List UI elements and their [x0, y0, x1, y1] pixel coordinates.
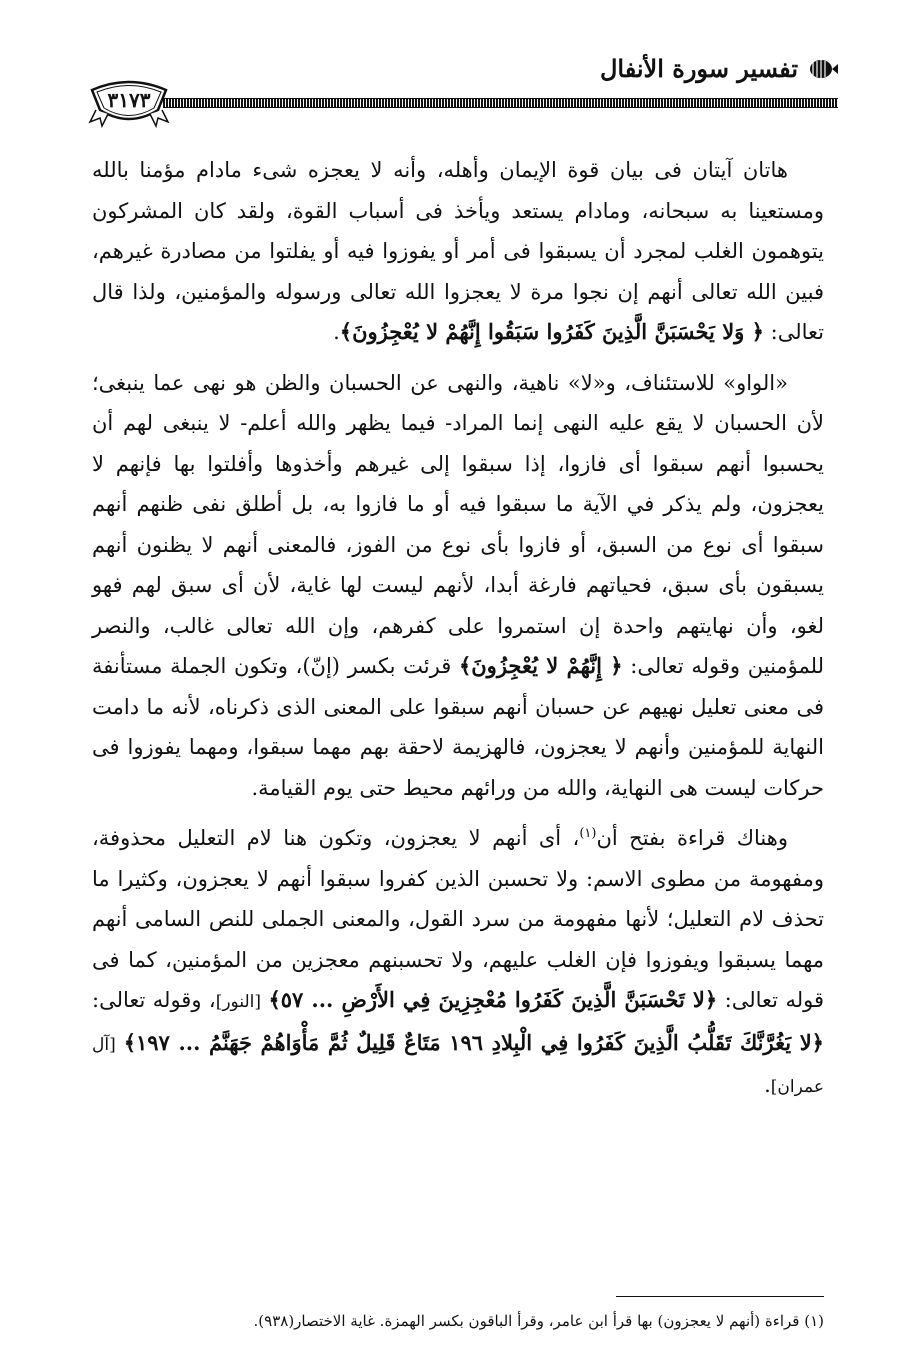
text-run: قرئت بكسر (إنّ)، وتكون الجملة مستأنفة فى معنى تعليل نهيهم عن حسبان أنهم سبقوا على المعنى الذى ذكرناه، لأنه ما دامت النهاية للمؤمنين وأنهم لا يعجزون، فالهزيمة لاحقة بهم مهما سبقوا، ومهما يفوزوا فى حركات ليست هى النهاية، والله من ورائهم محيط حتى يوم القيامة.: [92, 654, 824, 800]
surah-reference: [آل عمران]: [92, 1034, 824, 1097]
paragraph-3: [92, 818, 824, 1108]
quran-quote: ﴿لا يَغُرَّنَّكَ تَقَلُّبُ الَّذِينَ كَفَرُوا فِي الْبِلادِ ١٩٦ مَتَاعٌ قَلِيلٌ ثُمَّ مَأْوَاهُمْ جَهَنَّمُ ... ١٩٧﴾: [123, 1029, 824, 1055]
text-run: ، وقوله تعالى:: [92, 988, 216, 1012]
quran-quote: ﴿لا تَحْسَبَنَّ الَّذِينَ كَفَرُوا مُعْجِزِينَ فِي الأَرْضِ ... ٥٧﴾: [268, 987, 718, 1012]
quran-quote: ﴿ إِنَّهُمْ لا يُعْجِزُونَ﴾: [458, 653, 623, 678]
footnote-divider: [616, 1296, 824, 1297]
text-run: هاتان آيتان فى بيان قوة الإيمان وأهله، وأنه لا يعجزه شىء مادام مؤمنا بالله ومستعينا به سبحانه، ومادام يستعد ويأخذ فى أسباب القوة، ولقد كان المشركون يتوهمون الغلب لمجرد أن يسبقوا فى أمر أو يفوزوا فيه أو يفلتوا من مصادرة غيرهم، فبين الله تعالى أنهم إن نجوا مرة لا يعجزوا الله تعالى ورسوله والمؤمنين، ولذا قال تعالى:: [92, 158, 824, 344]
text-run: ، أى أنهم لا يعجزون، وتكون هنا لام التعليل محذوفة، ومفهومة من مطوى الاسم: ولا تحسبن الذين كفروا سبقوا أنهم لا يعجزون، وكثيرا ما تحذف لام التعليل؛ لأنها مفهومة من سرد القول، والمعنى الجملى للنص السامى أنهم مهما يسبقوا ويفوزوا فإن الغلب عليهم، ولا تحسبنهم معجزين من المؤمنين، كما فى قوله تعالى:: [92, 826, 824, 1012]
paragraph-1: [92, 150, 824, 353]
body-text: [92, 150, 824, 1108]
header-title: تفسير سورة الأنفال: [599, 54, 798, 83]
footnote: (١) قراءة (أنهم لا يعجزون) بها قرأ ابن عامر، وقرأ الباقون بكسر الهمزة. غاية الاختصار(٩٣٨).: [253, 1312, 824, 1330]
quran-quote: ﴿ وَلا يَحْسَبَنَّ الَّذِينَ كَفَرُوا سَبَقُوا إِنَّهُمْ لا يُعْجِزُونَ﴾: [339, 319, 764, 344]
header-rule: [163, 98, 838, 108]
text-run: «الواو» للاستئناف، و«لا» ناهية، والنهى عن الحسبان والظن هو نهى عما ينبغى؛ لأن الحسبان لا يقع عليه النهى إنما المراد- فيما يظهر والله أعلم- لا ينبغى لهم أن يحسبوا أنهم سبقوا أى فازوا، إذا سبقوا إلى غيرهم وأخذوها وأفلتوا بها فإنهم لا يعجزون، ولم يذكر في الآية ما سبقوا فيه أو ما فازوا به، بل أطلق نفى ظنهم أنهم سبقوا أى نوع من السبق، أو فازوا بأى نوع من الفوز، فالمعنى أنهم لا يظنون أنهم يسبقون بأى سبق، فحياتهم فارغة أبدا، لأنهم ليست لها غاية، لأن أى سبق لهم فهو لغو، وأن نهايتهم واحدة إن استمروا على كفرهم، وإن الله تعالى غالب، والنصر للمؤمنين وقوله تعالى:: [92, 370, 824, 678]
text-run: وهناك قراءة بفتح أن: [596, 826, 788, 850]
page-header: [88, 40, 838, 135]
paragraph-2: [92, 363, 824, 809]
footnote-mark[interactable]: (١): [579, 826, 597, 841]
page-number: ٣١٧٣: [107, 88, 151, 112]
text-run: .: [333, 320, 340, 344]
ornament-icon: [808, 58, 838, 80]
surah-reference: [النور]: [215, 992, 262, 1012]
text-run: .: [764, 1073, 771, 1097]
